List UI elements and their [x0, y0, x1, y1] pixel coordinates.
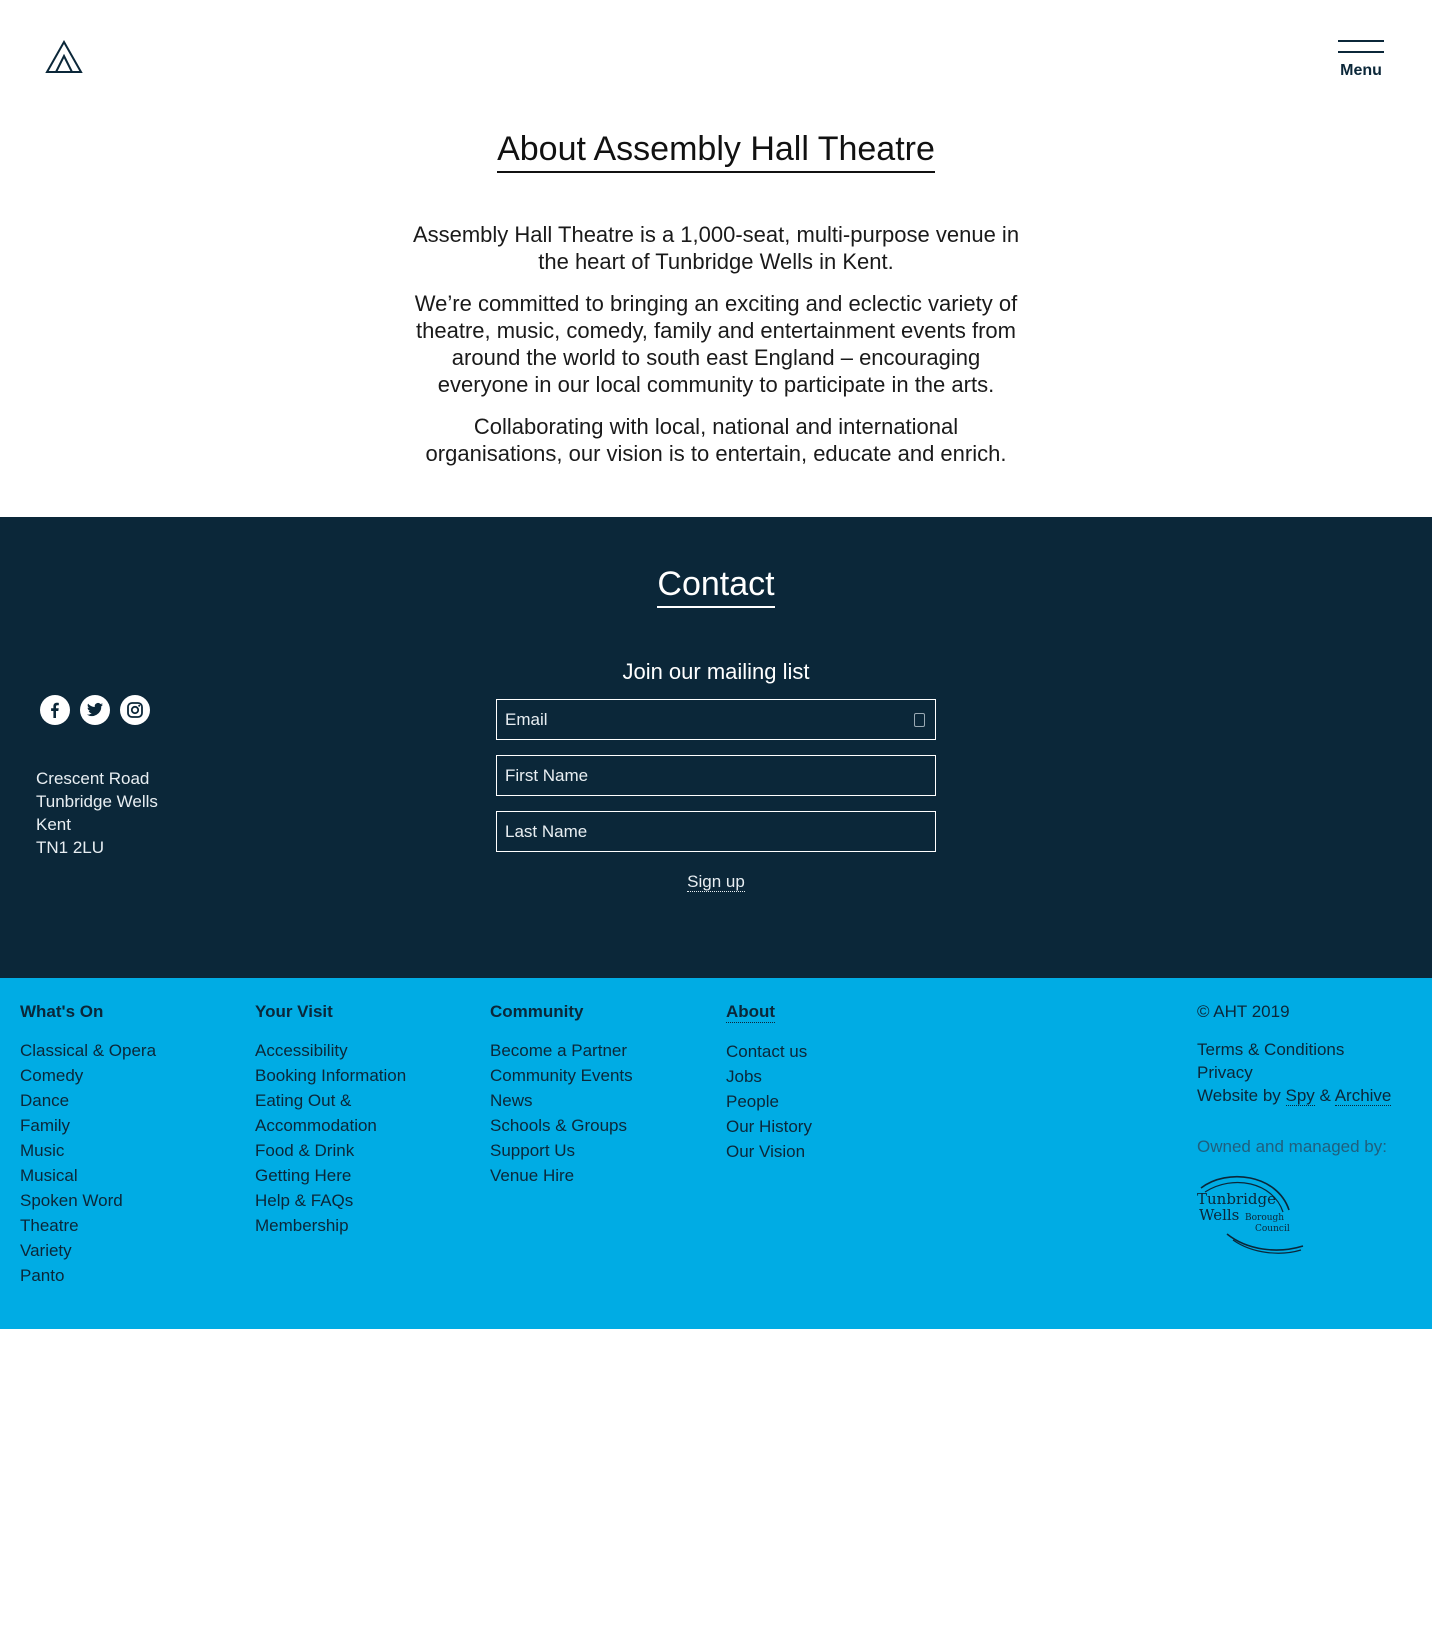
- footer-link[interactable]: Musical: [20, 1166, 78, 1185]
- footer-heading[interactable]: Community: [490, 1002, 584, 1021]
- owned-by-text: Owned and managed by:: [1197, 1137, 1387, 1156]
- about-title: About Assembly Hall Theatre: [497, 130, 935, 173]
- footer-heading[interactable]: What's On: [20, 1002, 104, 1021]
- footer-link[interactable]: Theatre: [20, 1216, 79, 1235]
- footer-legal: [1197, 1000, 1417, 1262]
- facebook-icon[interactable]: [40, 695, 70, 725]
- footer-link[interactable]: Panto: [20, 1266, 65, 1285]
- footer-link[interactable]: News: [490, 1091, 533, 1110]
- terms-link[interactable]: Terms & Conditions: [1197, 1040, 1345, 1059]
- footer-column-whats-on: [20, 1002, 240, 1288]
- footer-link[interactable]: Variety: [20, 1241, 72, 1260]
- hamburger-icon: [1338, 51, 1384, 53]
- contact-title-text: Contact: [657, 565, 774, 608]
- footer-link[interactable]: People: [726, 1092, 779, 1111]
- credit-amp: &: [1319, 1086, 1331, 1105]
- footer-link[interactable]: Music: [20, 1141, 65, 1160]
- footer-link[interactable]: Become a Partner: [490, 1041, 628, 1060]
- footer-link[interactable]: Contact us: [726, 1042, 808, 1061]
- website-by-text: Website by: [1197, 1086, 1281, 1105]
- hamburger-icon: [1338, 40, 1384, 42]
- address-line: TN1 2LU: [36, 838, 105, 857]
- footer-link[interactable]: Our History: [726, 1117, 812, 1136]
- spy-link[interactable]: Spy: [1285, 1086, 1315, 1105]
- footer-link[interactable]: Comedy: [20, 1066, 84, 1085]
- mailing-list-title: Join our mailing list: [622, 659, 810, 684]
- footer-link[interactable]: Community Events: [490, 1066, 633, 1085]
- address-line: Crescent Road: [36, 769, 150, 788]
- archive-link[interactable]: Archive: [1334, 1086, 1392, 1105]
- signup-row: [496, 872, 936, 892]
- mailing-list-form: [496, 659, 936, 892]
- footer-heading[interactable]: Your Visit: [255, 1002, 333, 1021]
- footer-link[interactable]: Spoken Word: [20, 1191, 123, 1210]
- venue-address: [36, 767, 158, 859]
- contact-section: [0, 517, 1432, 978]
- site-header: [0, 0, 1432, 120]
- footer-link[interactable]: Jobs: [726, 1067, 762, 1086]
- footer-link[interactable]: Eating Out &: [255, 1091, 352, 1110]
- footer-link[interactable]: Accommodation: [255, 1116, 377, 1135]
- signup-button[interactable]: Sign up: [687, 872, 745, 891]
- theatre-logo-icon[interactable]: [45, 40, 83, 74]
- website-credit: [1197, 1084, 1417, 1107]
- footer-link[interactable]: Support Us: [490, 1141, 576, 1160]
- first-name-field-wrapper: [496, 755, 936, 796]
- footer-column-about: [726, 1002, 946, 1164]
- about-paragraph: Assembly Hall Theatre is a 1,000-seat, multi-purpose venue in the heart of Tunbridge Wells in Kent.: [412, 222, 1020, 274]
- footer-link[interactable]: Our Vision: [726, 1142, 806, 1161]
- footer-heading[interactable]: About: [726, 1002, 776, 1021]
- last-name-field-wrapper: [496, 811, 936, 852]
- menu-button[interactable]: [1338, 40, 1384, 80]
- footer-column-your-visit: [255, 1002, 475, 1238]
- footer-link[interactable]: Help & FAQs: [255, 1191, 354, 1210]
- footer-link[interactable]: Venue Hire: [490, 1166, 575, 1185]
- first-name-field[interactable]: [497, 756, 935, 795]
- footer-link[interactable]: Dance: [20, 1091, 70, 1110]
- social-links: [40, 695, 150, 725]
- footer-link[interactable]: Accessibility: [255, 1041, 348, 1060]
- copyright: © AHT 2019: [1197, 1002, 1290, 1021]
- council-logo-line: Council: [1255, 1224, 1290, 1234]
- council-logo[interactable]: [1197, 1170, 1307, 1256]
- email-field-wrapper: [496, 699, 936, 740]
- privacy-link[interactable]: Privacy: [1197, 1063, 1253, 1082]
- instagram-icon[interactable]: [120, 695, 150, 725]
- address-line: Kent: [36, 815, 71, 834]
- council-logo-line: Wells: [1199, 1206, 1240, 1224]
- menu-label: Menu: [1340, 62, 1382, 79]
- footer-link[interactable]: Schools & Groups: [490, 1116, 628, 1135]
- footer-column-community: [490, 1002, 710, 1188]
- twitter-icon[interactable]: [80, 695, 110, 725]
- contact-title: [0, 565, 1432, 608]
- last-name-field[interactable]: [497, 812, 935, 851]
- footer-link[interactable]: Classical & Opera: [20, 1041, 157, 1060]
- footer-link[interactable]: Booking Information: [255, 1066, 407, 1085]
- council-logo-line: Tunbridge: [1197, 1190, 1276, 1208]
- about-section: [0, 120, 1432, 482]
- email-field[interactable]: [497, 700, 935, 739]
- address-line: Tunbridge Wells: [36, 792, 158, 811]
- site-footer: [0, 978, 1432, 1329]
- about-paragraph: Collaborating with local, national and international organisations, our vision is to entertain, educate and enrich.: [425, 414, 1007, 466]
- council-logo-line: Borough: [1245, 1213, 1285, 1223]
- footer-link[interactable]: Getting Here: [255, 1166, 352, 1185]
- footer-link[interactable]: Family: [20, 1116, 71, 1135]
- footer-link[interactable]: Membership: [255, 1216, 349, 1235]
- autofill-key-icon[interactable]: [914, 713, 925, 727]
- footer-link[interactable]: Food & Drink: [255, 1141, 355, 1160]
- about-paragraph: We’re committed to bringing an exciting and eclectic variety of theatre, music, comedy, family and entertainment events from around the world to south east England – encouraging everyone in our local community to participate in the arts.: [414, 291, 1018, 397]
- about-body: [406, 221, 1026, 467]
